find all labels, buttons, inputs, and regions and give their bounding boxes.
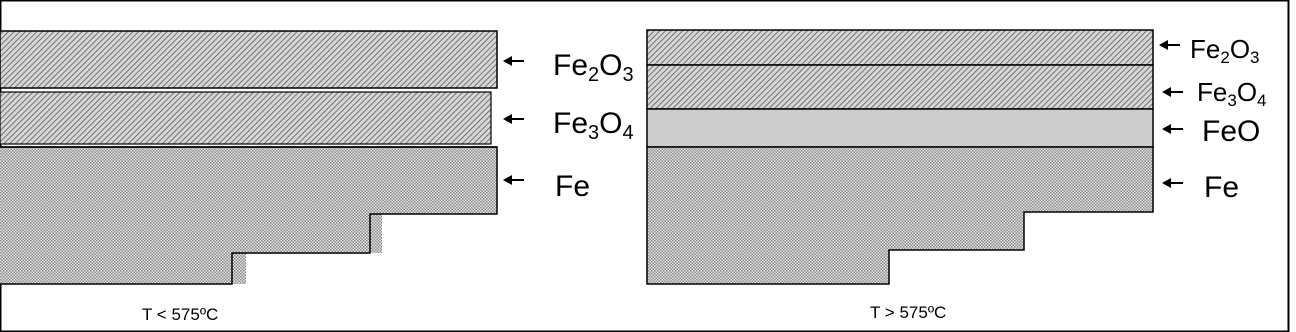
right-caption: T > 575ºC	[870, 303, 947, 322]
right-label-fe3o4: Fe3O4	[1197, 77, 1267, 110]
right-label-feo: FeO	[1202, 115, 1261, 148]
left-layer-fe2o3	[0, 31, 497, 88]
right-arrow-feo-icon	[1162, 124, 1183, 134]
right-label-fe: Fe	[1204, 171, 1240, 204]
right-arrow-fe3o4-icon	[1162, 87, 1183, 97]
left-arrow-fe3o4-icon	[503, 114, 524, 124]
right-layer-fe	[647, 147, 1153, 284]
left-arrow-fe2o3-icon	[503, 56, 524, 66]
left-arrow-fe-icon	[503, 175, 524, 185]
right-arrow-fe-icon	[1162, 178, 1183, 188]
right-layer-fe2o3	[647, 30, 1153, 65]
left-caption: T < 575ºC	[142, 305, 219, 324]
right-panel	[647, 30, 1267, 322]
left-label-fe2o3: $Fe_2O_3$	[553, 49, 634, 86]
left-layer-fe	[0, 147, 497, 284]
right-layer-feo	[647, 109, 1153, 147]
left-layer-fe3o4	[0, 92, 491, 144]
left-label-fe: Fe	[555, 170, 591, 203]
right-layer-fe3o4	[647, 65, 1153, 109]
right-arrow-fe2o3-icon	[1159, 40, 1180, 50]
left-label-fe3o4: $Fe_3O_4$	[553, 107, 634, 144]
right-label-fe2o3: Fe2O3	[1190, 34, 1260, 67]
left-panel	[0, 31, 634, 324]
